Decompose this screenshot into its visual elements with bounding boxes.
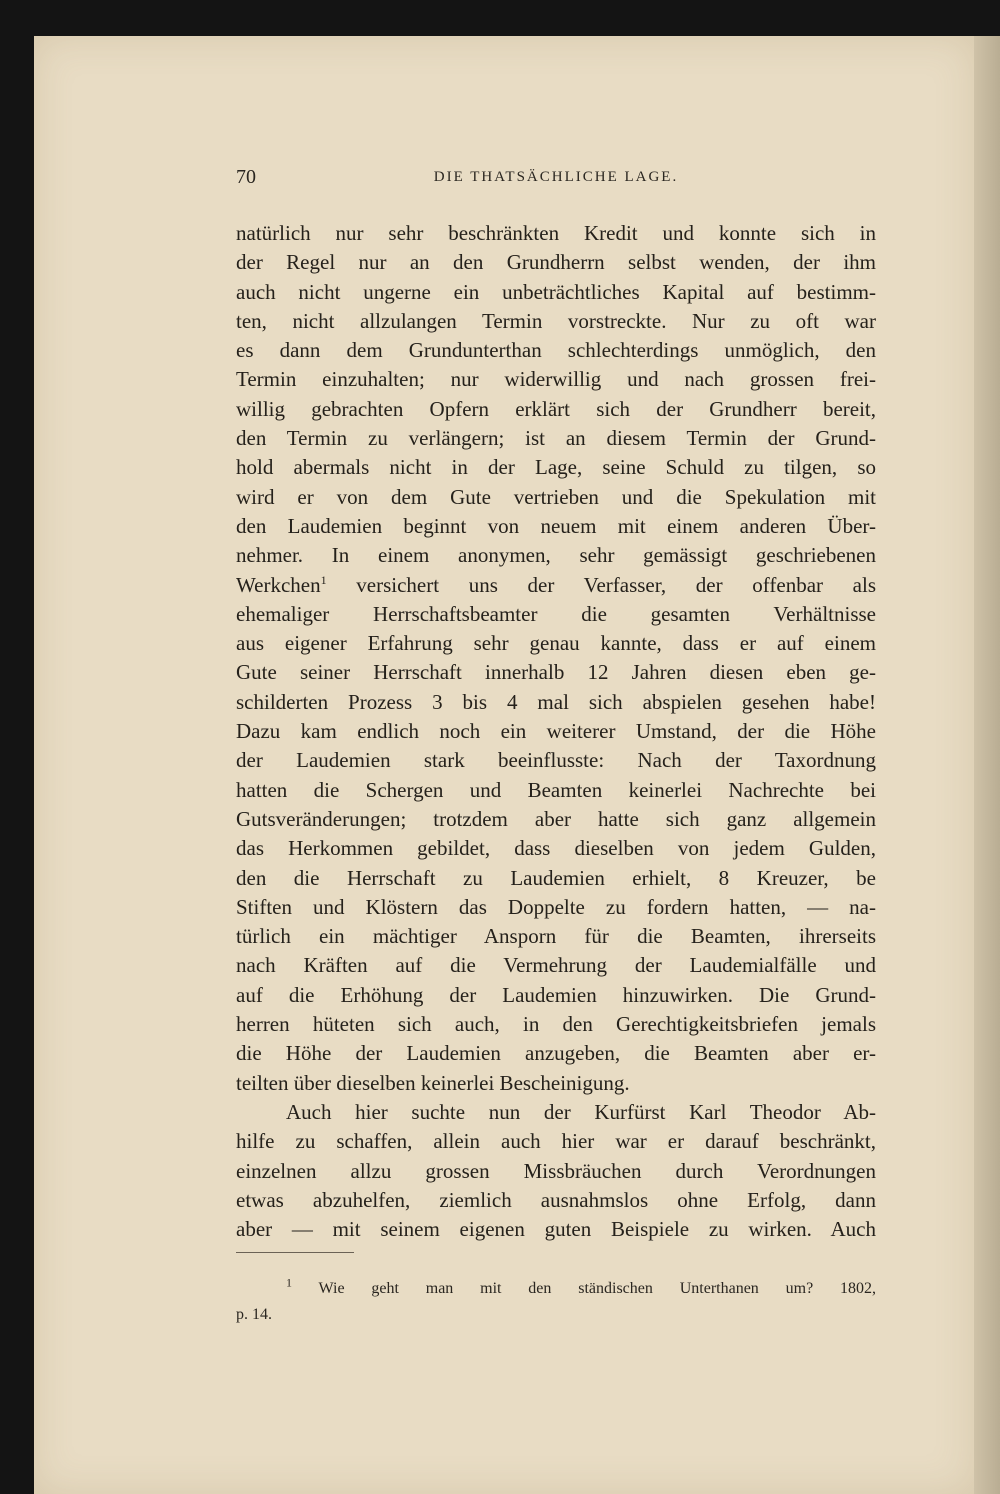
text-line: den Termin zu verlängern; ist an diesem Termin der Grund- xyxy=(236,426,876,451)
footnote-marker: 1 xyxy=(286,1275,292,1290)
page-edge xyxy=(974,36,1000,1494)
text-line: es dann dem Grundunterthan schlechterdings unmöglich, den xyxy=(236,338,876,363)
text-line: nehmer. In einem anonymen, sehr gemässigt geschriebenen xyxy=(236,543,876,568)
text-line-paragraph-start: Auch hier suchte nun der Kurfürst Karl Theodor Ab- xyxy=(286,1099,876,1124)
text-line: hold abermals nicht in der Lage, seine Schuld zu tilgen, so xyxy=(236,455,876,480)
text-fragment: Werkchen xyxy=(236,572,321,597)
text-line: ehemaliger Herrschaftsbeamter die gesamten Verhältnisse xyxy=(236,601,876,626)
text-line: hilfe zu schaffen, allein auch hier war er darauf beschränkt, xyxy=(236,1129,876,1154)
footnote-line: p. 14. xyxy=(236,1306,272,1323)
text-line: wird er von dem Gute vertrieben und die Spekulation mit xyxy=(236,484,876,509)
text-line: Gutsveränderungen; trotzdem aber hatte sich ganz allgemein xyxy=(236,806,876,831)
text-line: teilten über dieselben keinerlei Bescheinigung. xyxy=(236,1070,630,1095)
footnotes xyxy=(236,1276,876,1328)
text-line: aus eigener Erfahrung sehr genau kannte, dass er auf einem xyxy=(236,631,876,656)
text-line: die Höhe der Laudemien anzugeben, die Beamten aber er- xyxy=(236,1041,876,1066)
text-line: nach Kräften auf die Vermehrung der Laudemialfälle und xyxy=(236,953,876,978)
page-header xyxy=(236,166,876,196)
text-line: natürlich nur sehr beschränkten Kredit und konnte sich in xyxy=(236,221,876,245)
text-line: Stiften und Klöstern das Doppelte zu fordern hatten, — na- xyxy=(236,894,876,919)
text-line: Dazu kam endlich noch ein weiterer Umstand, der die Höhe xyxy=(236,719,876,744)
footnote-ref[interactable]: 1 xyxy=(320,572,327,587)
text-line: den die Herrschaft zu Laudemien erhielt, 8 Kreuzer, be xyxy=(236,865,876,890)
text-line: das Herkommen gebildet, dass dieselben von jedem Gulden, xyxy=(236,836,876,861)
page-number: 70 xyxy=(236,166,256,188)
text-line: herren hüteten sich auch, in den Gerechtigkeitsbriefen jemals xyxy=(236,1012,876,1037)
text-line: etwas abzuhelfen, ziemlich ausnahmslos ohne Erfolg, dann xyxy=(236,1187,876,1212)
text-line: ten, nicht allzulangen Termin vorstreckte. Nur zu oft war xyxy=(236,308,876,333)
text-line: Gute seiner Herrschaft innerhalb 12 Jahren diesen eben ge- xyxy=(236,660,876,685)
text-line: schilderten Prozess 3 bis 4 mal sich abspielen gesehen habe! xyxy=(236,689,876,714)
text-line: einzelnen allzu grossen Missbräuchen durch Verordnungen xyxy=(236,1158,876,1183)
running-head: DIE THATSÄCHLICHE LAGE. xyxy=(433,169,679,185)
text-line: Termin einzuhalten; nur widerwillig und nach grossen frei- xyxy=(236,367,876,392)
text-line: den Laudemien beginnt von neuem mit einem anderen Über- xyxy=(236,513,876,538)
text-line: der Regel nur an den Grundherrn selbst wenden, der ihm xyxy=(236,250,876,275)
text-line: aber — mit seinem eigenen guten Beispiele zu wirken. Auch xyxy=(236,1217,876,1242)
text-line: hatten die Schergen und Beamten keinerlei Nachrechte bei xyxy=(236,777,876,802)
footnote-line xyxy=(236,1276,876,1302)
text-line-with-footnote-ref xyxy=(236,571,876,600)
text-line: türlich ein mächtiger Ansporn für die Beamten, ihrerseits xyxy=(236,924,876,949)
text-line: auf die Erhöhung der Laudemien hinzuwirken. Die Grund- xyxy=(236,982,876,1007)
body-text xyxy=(236,219,876,1244)
text-line: der Laudemien stark beeinflusste: Nach der Taxordnung xyxy=(236,748,876,773)
footnote-divider xyxy=(236,1252,354,1253)
text-fragment: versichert uns der Verfasser, der offenbar als xyxy=(326,572,876,597)
text-line: auch nicht ungerne ein unbeträchtliches Kapital auf bestimm- xyxy=(236,279,876,304)
footnote-text: Wie geht man mit den ständischen Unterthanen um? 1802, xyxy=(318,1280,876,1297)
text-line: willig gebrachten Opfern erklärt sich der Grundherr bereit, xyxy=(236,396,876,421)
